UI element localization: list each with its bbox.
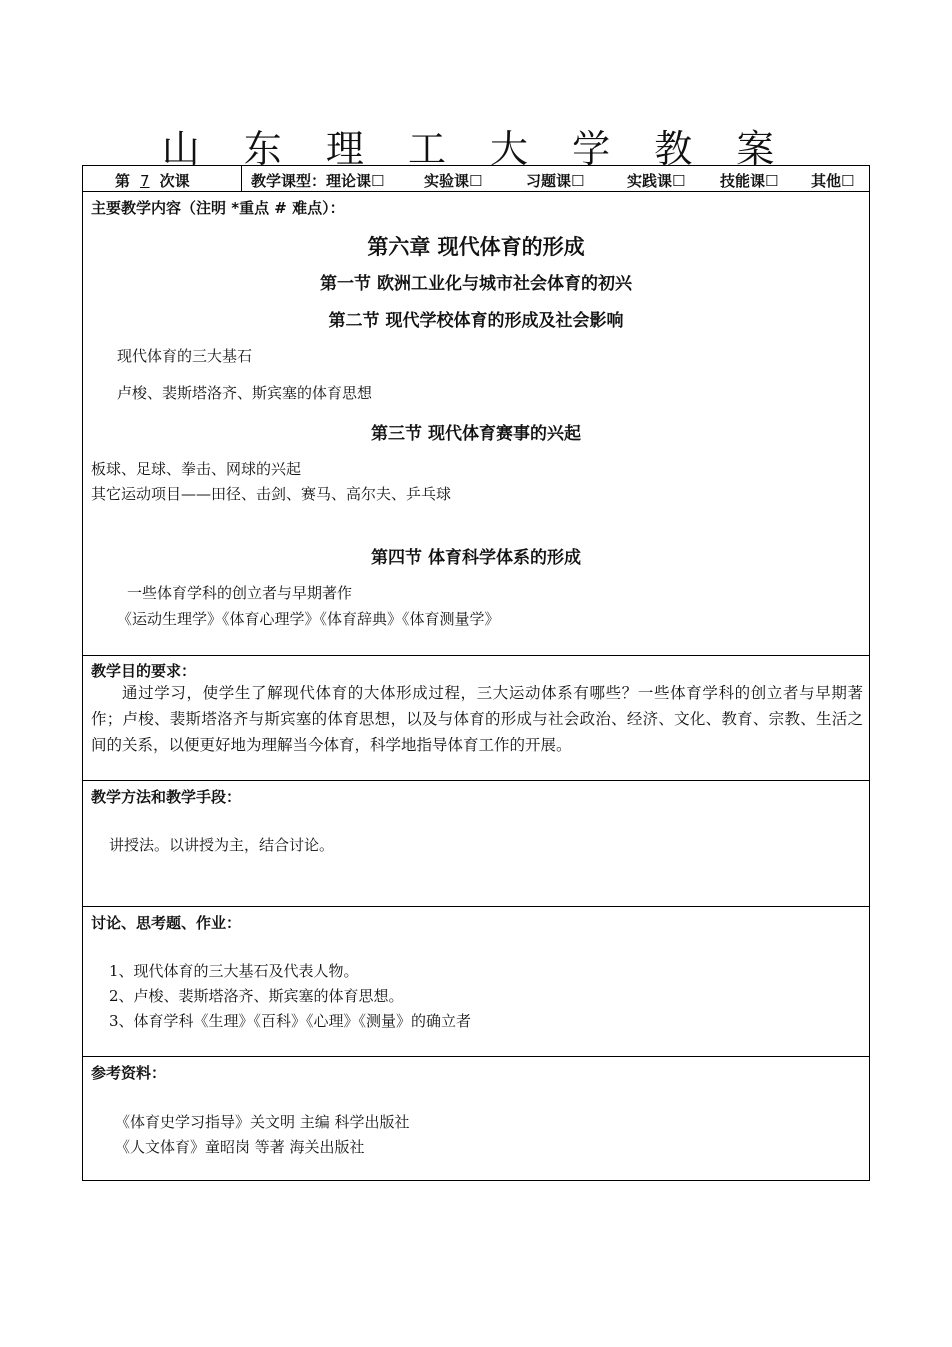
- divider: [83, 906, 869, 907]
- list-item: 一些体育学科的创立者与早期著作: [127, 584, 353, 602]
- section-4-heading: 第四节 体育科学体系的形成: [371, 548, 581, 568]
- list-item: 其它运动项目——田径、击剑、赛马、高尔夫、乒乓球: [91, 485, 452, 503]
- lesson-plan-table: [82, 165, 870, 1181]
- lesson-number-cell: [115, 170, 190, 191]
- course-type-exercise: 习题课☐: [526, 172, 585, 190]
- list-item: 现代体育的三大基石: [117, 347, 253, 365]
- course-type-theory: 教学课型：理论课☐: [251, 172, 385, 190]
- methods-label: 教学方法和教学手段：: [91, 788, 242, 806]
- list-item: 2、卢梭、裴斯塔洛齐、斯宾塞的体育思想。: [109, 987, 404, 1005]
- chapter-heading: 第六章 现代体育的形成: [367, 234, 585, 259]
- list-item: 卢梭、裴斯塔洛齐、斯宾塞的体育思想: [117, 384, 373, 402]
- lesson-suffix: 次课: [159, 172, 190, 190]
- objectives-label: 教学目的要求：: [91, 662, 197, 680]
- content-label: 主要教学内容（注明 *重点 # 难点）：: [91, 199, 345, 217]
- methods-text: 讲授法。以讲授为主，结合讨论。: [109, 836, 335, 854]
- list-item: 《人文体育》童昭岗 等著 海关出版社: [115, 1138, 365, 1156]
- list-item: 1、现代体育的三大基石及代表人物。: [109, 962, 359, 980]
- header-divider: [241, 166, 242, 192]
- list-item: 《体育史学习指导》关文明 主编 科学出版社: [115, 1113, 410, 1131]
- course-type-skill: 技能课☐: [720, 172, 779, 190]
- references-label: 参考资料：: [91, 1064, 167, 1082]
- objectives-text: 通过学习，使学生了解现代体育的大体形成过程，三大运动体系有哪些？一些体育学科的创立者与早期著作；卢梭、裴斯塔洛齐与斯宾塞的体育思想，以及与体育的形成与社会政治、经济、文化、教育、宗教、生活之间的关系，以便更好地为理解当今体育，科学地指导体育工作的开展。: [91, 684, 863, 754]
- course-type-practice: 实践课☐: [627, 172, 686, 190]
- course-type-experiment: 实验课☐: [424, 172, 483, 190]
- list-item: 板球、足球、拳击、网球的兴起: [91, 460, 302, 478]
- discussion-label: 讨论、思考题、作业：: [91, 914, 242, 932]
- list-item: 3、体育学科《生理》《百科》《心理》《测量》的确立者: [109, 1012, 472, 1030]
- section-2-heading: 第二节 现代学校体育的形成及社会影响: [328, 311, 624, 331]
- section-1-heading: 第一节 欧洲工业化与城市社会体育的初兴: [320, 274, 632, 294]
- list-item: 《运动生理学》《体育心理学》《体育辞典》《体育测量学》: [117, 610, 500, 628]
- course-type-other: 其他☐: [811, 172, 855, 190]
- divider: [83, 780, 869, 781]
- section-3-heading: 第三节 现代体育赛事的兴起: [371, 424, 581, 444]
- divider: [83, 655, 869, 656]
- lesson-prefix: 第: [115, 172, 131, 190]
- divider: [83, 1056, 869, 1057]
- divider: [83, 191, 869, 192]
- page-title: 山 东 理 工 大 学 教 案: [161, 127, 791, 171]
- lesson-number: 7: [140, 172, 150, 190]
